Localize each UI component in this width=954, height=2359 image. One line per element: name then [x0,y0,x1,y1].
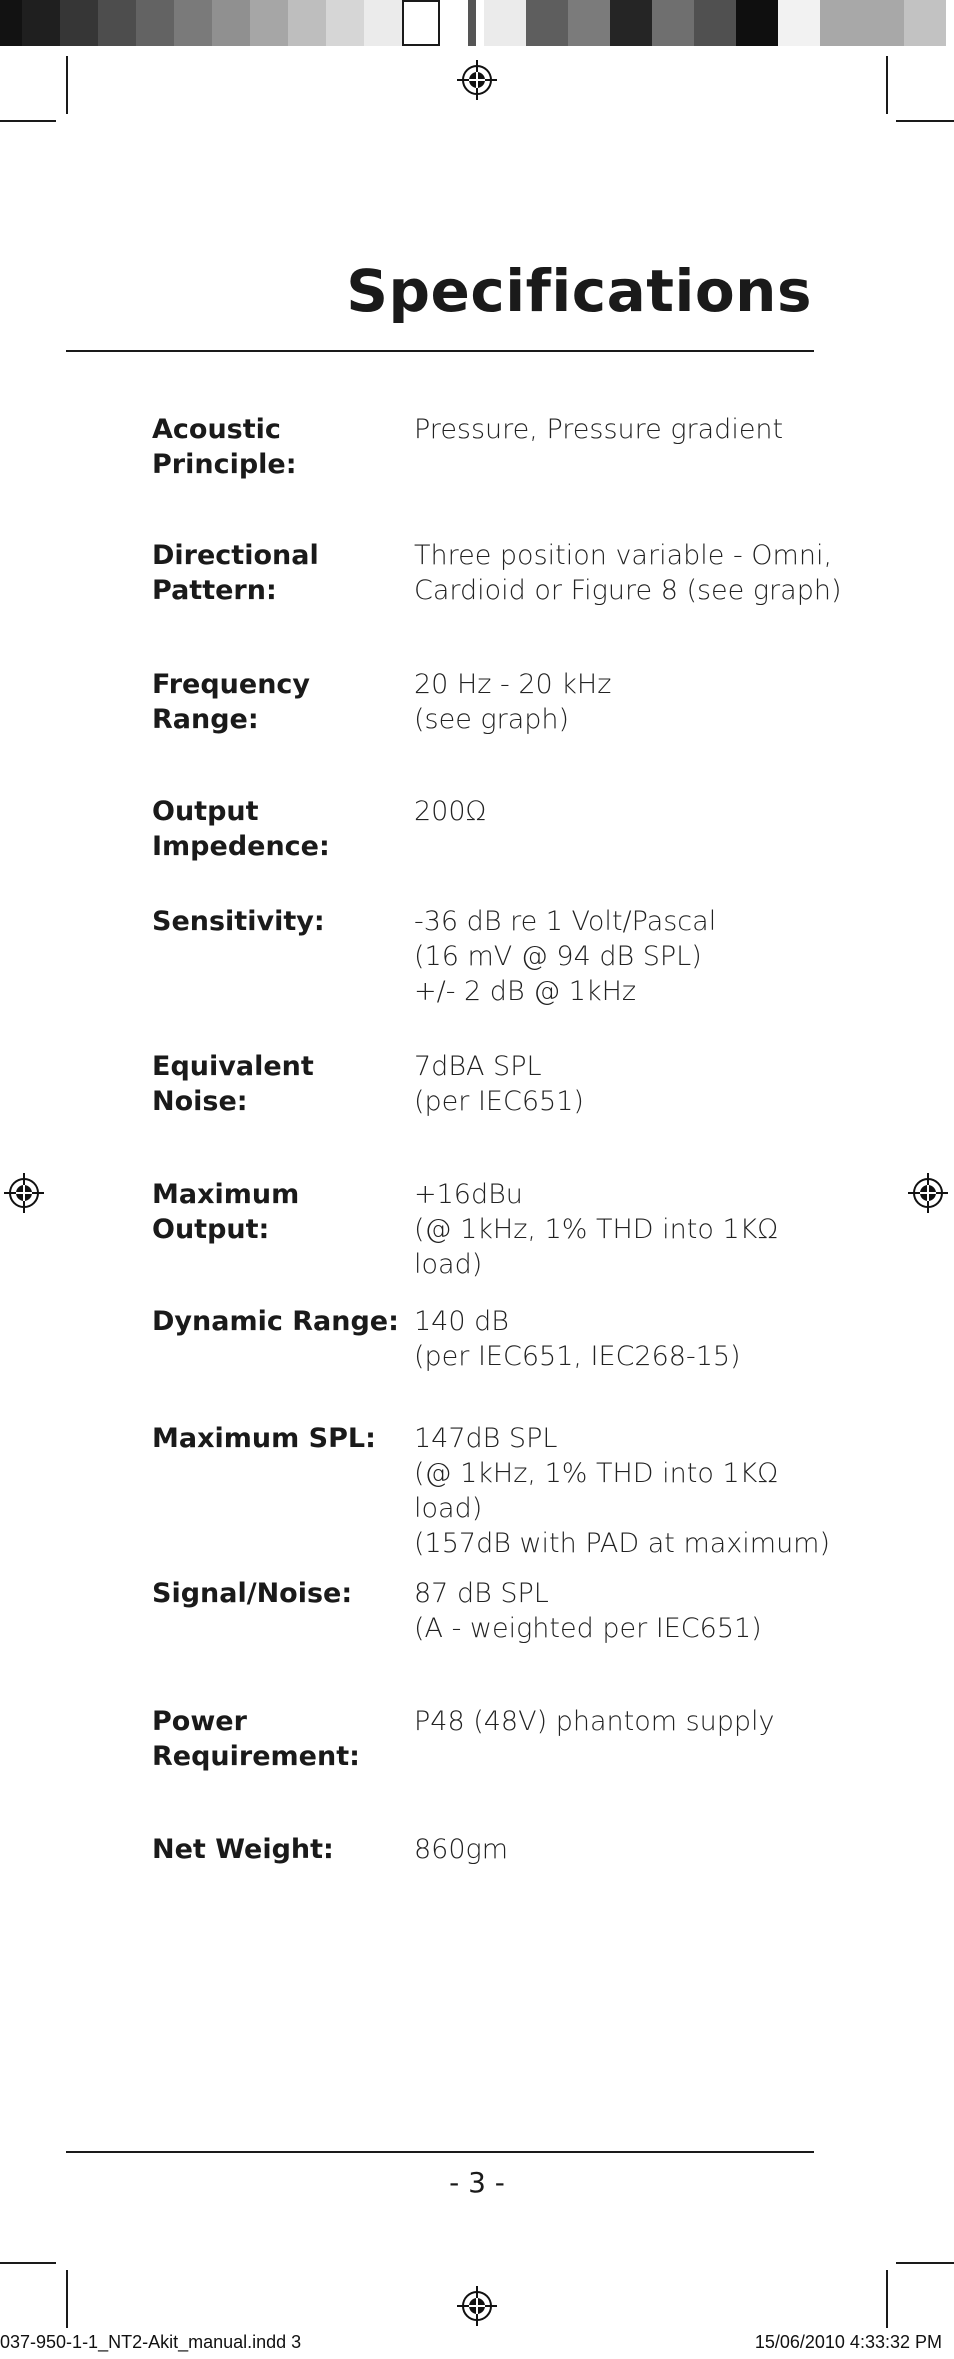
spec-label: Dynamic Range: [152,1306,399,1337]
spec-label: Signal/Noise: [152,1578,353,1609]
spec-value: Three position variable - Omni, Cardioid or Figure 8 (see graph) [414,540,842,606]
color-swatch [136,0,174,46]
color-swatch [402,0,440,46]
color-swatch [736,0,778,46]
spec-value: P48 (48V) phantom supply [414,1706,775,1737]
spec-label: Net Weight: [152,1834,334,1865]
color-swatch [652,0,694,46]
color-swatch [0,0,22,46]
registration-mark-icon [4,1173,44,1213]
color-swatch [98,0,136,46]
spec-value: Pressure, Pressure gradient [414,414,784,445]
spec-value: 140 dB (per IEC651, IEC268-15) [414,1306,741,1372]
spec-value: +16dBu (@ 1kHz, 1% THD into 1KΩ load) [414,1179,778,1280]
registration-mark-icon [457,2286,497,2326]
spec-label: Equivalent Noise: [152,1051,314,1117]
page-number: - 3 - [449,2166,505,2199]
crop-mark [886,2270,888,2328]
color-swatch [904,0,946,46]
color-swatch [778,0,820,46]
crop-mark [896,2262,954,2264]
footer-rule [66,2151,814,2153]
color-swatch [364,0,402,46]
color-swatch [526,0,568,46]
spec-label: Frequency Range: [152,669,311,735]
spec-value: -36 dB re 1 Volt/Pascal (16 mV @ 94 dB SPL) +/- 2 dB @ 1kHz [414,906,717,1007]
color-swatch [174,0,212,46]
spec-label: Power Requirement: [152,1706,360,1772]
crop-mark [66,2270,68,2328]
spec-value: 87 dB SPL (A - weighted per IEC651) [414,1578,762,1644]
spec-label: Sensitivity: [152,906,325,937]
spec-label: Maximum SPL: [152,1423,376,1454]
color-swatch [820,0,862,46]
color-swatch [288,0,326,46]
registration-mark-icon [908,1173,948,1213]
page-title: Specifications [346,257,812,325]
spec-label: Acoustic Principle: [152,414,297,480]
color-swatch [60,0,98,46]
spec-value: 860gm [414,1834,509,1865]
title-rule [66,350,814,352]
spec-label: Output Impedence: [152,796,330,862]
spec-value: 20 Hz - 20 kHz (see graph) [414,669,612,735]
color-swatch [250,0,288,46]
color-swatch [568,0,610,46]
crop-mark [0,120,56,122]
spec-value: 200Ω [414,796,487,827]
slug-file-name: 037-950-1-1_NT2-Akit_manual.indd 3 [0,2332,302,2352]
crop-mark [886,56,888,114]
color-swatch [862,0,904,46]
color-swatch [22,0,60,46]
color-swatch [326,0,364,46]
crop-mark [0,2262,56,2264]
registration-mark-icon [457,60,497,100]
color-swatch [212,0,250,46]
crop-mark [66,56,68,114]
color-swatch [610,0,652,46]
color-swatch [468,0,476,46]
spec-value: 7dBA SPL (per IEC651) [414,1051,584,1117]
crop-mark [896,120,954,122]
spec-label: Directional Pattern: [152,540,319,606]
slug-timestamp: 15/06/2010 4:33:32 PM [754,2332,942,2352]
spec-label: Maximum Output: [152,1179,300,1245]
color-swatch [484,0,526,46]
color-swatch [694,0,736,46]
spec-value: 147dB SPL (@ 1kHz, 1% THD into 1KΩ load) (157dB with PAD at maximum) [414,1423,831,1559]
